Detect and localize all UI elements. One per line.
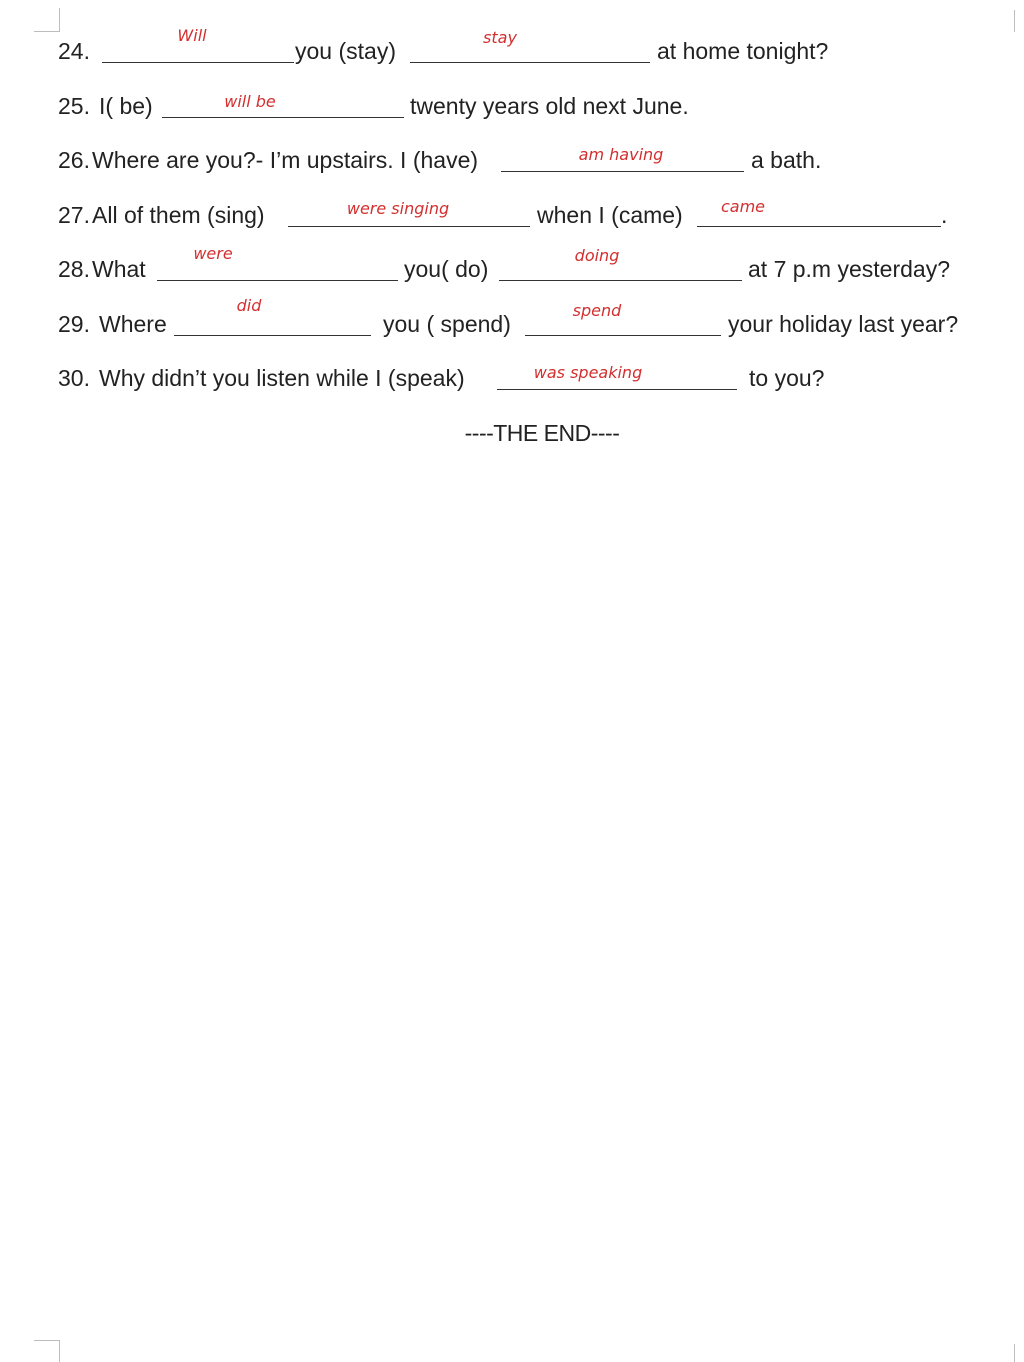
question-number: 28. (58, 256, 90, 282)
answer-blank[interactable] (499, 280, 742, 281)
answer-text: came (720, 197, 766, 216)
answer-text: Will (177, 26, 207, 45)
answer-blank[interactable] (410, 62, 650, 63)
question-30 (0, 357, 1024, 397)
crop-mark-bottom-right (1014, 1344, 1015, 1362)
answer-blank[interactable] (525, 335, 721, 336)
question-28 (0, 244, 1024, 288)
question-text: you (stay) (295, 38, 396, 64)
answer-blank[interactable] (501, 171, 744, 172)
question-number: 30. (58, 365, 90, 391)
question-text: a bath. (751, 147, 822, 173)
the-end-footer: ----THE END---- (464, 420, 620, 446)
answer-blank[interactable] (102, 62, 294, 63)
question-text: Where are you?- I’m upstairs. I (have) (92, 147, 479, 173)
question-text: at home tonight? (657, 38, 829, 64)
answer-blank[interactable] (157, 280, 398, 281)
question-number: 25. (58, 93, 90, 119)
question-number: 27. (58, 202, 90, 228)
question-text: What (92, 256, 146, 282)
answer-blank[interactable] (697, 226, 941, 227)
answer-text: am having (578, 145, 664, 164)
question-text: your holiday last year? (728, 311, 959, 337)
answer-text: stay (483, 28, 517, 47)
answer-blank[interactable] (497, 389, 737, 390)
question-text: All of them (sing) (92, 202, 265, 228)
answer-blank[interactable] (162, 117, 404, 118)
answer-blank[interactable] (288, 226, 530, 227)
question-text: Where (99, 311, 167, 337)
question-number: 24. (58, 38, 90, 64)
crop-mark-bottom-left (59, 1340, 60, 1362)
question-27 (0, 194, 1024, 234)
answer-text: did (236, 296, 262, 315)
question-24 (0, 26, 1024, 70)
answer-blank[interactable] (174, 335, 371, 336)
answer-text: was speaking (533, 363, 643, 382)
question-25 (0, 85, 1024, 125)
question-text: to you? (749, 365, 825, 391)
question-number: 26. (58, 147, 90, 173)
question-text: you( do) (404, 256, 489, 282)
question-text: at 7 p.m yesterday? (748, 256, 950, 282)
question-text: Why didn’t you listen while I (speak) (99, 365, 465, 391)
crop-mark-top-left (59, 8, 60, 32)
answer-text: doing (574, 246, 620, 265)
question-text: when I (came) (537, 202, 683, 228)
answer-text: were (193, 244, 233, 263)
answer-text: spend (572, 301, 622, 320)
question-text: . (941, 202, 948, 228)
question-text: you ( spend) (383, 311, 511, 337)
question-text: I( be) (99, 93, 153, 119)
question-text: twenty years old next June. (410, 93, 689, 119)
answer-text: were singing (346, 199, 450, 218)
question-26 (0, 139, 1024, 179)
crop-mark-top-right (1014, 10, 1015, 32)
answer-text: will be (224, 92, 276, 111)
crop-mark-bottom-left (34, 1340, 60, 1341)
question-number: 29. (58, 311, 90, 337)
question-29 (0, 296, 1024, 343)
